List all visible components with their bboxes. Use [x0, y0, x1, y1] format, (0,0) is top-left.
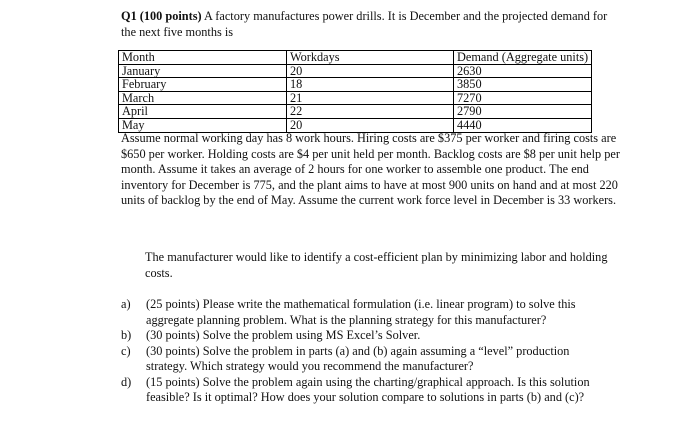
parts-list: [121, 297, 611, 406]
table-row: [119, 91, 592, 105]
part-text: (30 points) Solve the problem using MS Excel’s Solver.: [146, 328, 421, 342]
part-text: (25 points) Please write the mathematical formulation (i.e. linear program) to solve this aggregate planning problem. What is the planning strategy for this manufacturer?: [146, 297, 576, 327]
table-cell-workdays: 21: [287, 91, 454, 105]
part-label: c): [121, 343, 131, 358]
table-row: [119, 105, 592, 119]
table-cell-month: February: [119, 78, 287, 92]
table-cell-demand: 2630: [454, 64, 592, 78]
table-row: [119, 64, 592, 78]
list-item: [121, 297, 611, 328]
part-label: d): [121, 374, 132, 389]
part-label: b): [121, 328, 132, 342]
table-cell-workdays: 18: [287, 78, 454, 92]
question-header: [121, 9, 621, 40]
table-cell-workdays: 20: [287, 64, 454, 78]
assumptions-paragraph: Assume normal working day has 8 work hours. Hiring costs are $375 per worker and firing costs are $650 per worker. Holding costs are $4 per unit held per month. Backlog costs are $8 per unit help per month. Assume it takes an average of 2 hours for one worker to assemble one product. The end inventory for December is 775, and the plant aims to have at most 900 units on hand and at most 220 units of backlog by the end of May. Assume the current work force level in December is 33 workers.: [121, 131, 620, 207]
table-header-row: [119, 51, 592, 65]
part-label: a): [121, 297, 131, 311]
list-item: [121, 344, 611, 375]
table-cell-month: January: [119, 64, 287, 78]
table-header-cell: Demand (Aggregate units): [454, 51, 592, 65]
table-cell-demand: 3850: [454, 78, 592, 92]
table-row: [119, 78, 592, 92]
table-cell-workdays: 20: [287, 118, 454, 132]
table-cell-workdays: 22: [287, 105, 454, 119]
table-cell-month: May: [119, 118, 287, 132]
demand-table: [118, 50, 592, 133]
list-item: [121, 328, 611, 344]
list-item: [121, 375, 611, 406]
table-cell-month: March: [119, 91, 287, 105]
table-cell-month: April: [119, 105, 287, 119]
table-cell-demand: 4440: [454, 118, 592, 132]
part-text: (15 points) Solve the problem again using the charting/graphical approach. Is this solution feasible? Is it optimal? How does your solution compare to solutions in parts (b) and (c)?: [146, 374, 590, 404]
table-header-cell: Workdays: [287, 51, 454, 65]
question-text: A factory manufactures power drills. It is December and the projected demand for the next five months is: [121, 9, 608, 39]
objective-paragraph: The manufacturer would like to identify a cost-efficient plan by minimizing labor and holding costs.: [145, 250, 608, 280]
question-label: Q1 (100 points): [121, 9, 202, 23]
table-cell-demand: 2790: [454, 105, 592, 119]
table-cell-demand: 7270: [454, 91, 592, 105]
part-text: (30 points) Solve the problem in parts (a) and (b) again assuming a “level” production strategy. Which strategy would you recommend the manufacturer?: [146, 343, 570, 373]
table-header-cell: Month: [119, 51, 287, 65]
